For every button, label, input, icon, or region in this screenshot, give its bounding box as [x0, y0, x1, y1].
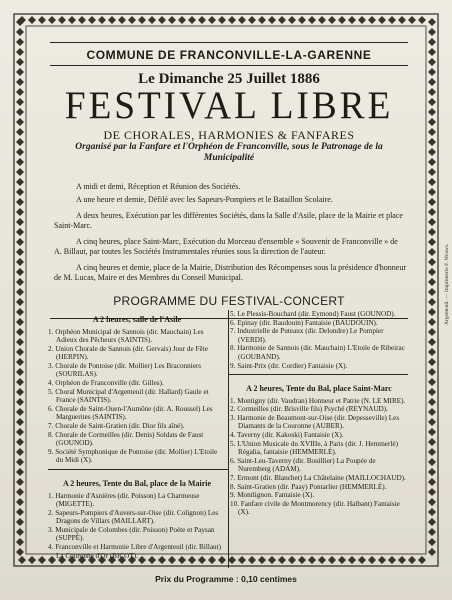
border-ornament [16, 48, 24, 56]
border-ornament [428, 408, 436, 416]
schedule-item: A midi et demi, Réception et Réunion des Sociétés. [76, 182, 241, 191]
commune-heading: COMMUNE DE FRANCONVILLE-LA-GARENNE [86, 48, 372, 62]
border-ornament [158, 16, 166, 24]
border-ornament [398, 16, 406, 24]
border-ornament [428, 528, 436, 536]
programme-item: 9. Saint-Prix (dir. Cordier) Fantaisie (X). [230, 361, 348, 370]
border-ornament [16, 308, 24, 316]
border-ornament [428, 348, 436, 356]
border-ornament [428, 458, 436, 466]
border-ornament [16, 298, 24, 306]
programme-item: 1. Harmonie d'Asnières (dir. Poisson) La Charmeuse (MIGETTE). [48, 491, 200, 509]
border-ornament [16, 188, 24, 196]
programme-item: 2. Union Chorale de Sannois (dir. Gervais) Jour de Fête (HERPIN). [48, 344, 208, 362]
border-ornament [28, 556, 36, 564]
border-ornament [16, 28, 24, 36]
programme-item: 5. Choral Municipal d'Argenteuil (dir. Hallard) Gaule et France (SAINTIS). [48, 387, 209, 405]
border-ornament [16, 238, 24, 246]
programme-price: Prix du Programme : 0,10 centimes [155, 574, 297, 584]
border-ornament [16, 378, 24, 386]
border-ornament [16, 268, 24, 276]
border-ornament [238, 16, 246, 24]
border-ornament [108, 16, 116, 24]
border-ornament [258, 16, 266, 24]
programme-item: 1. Orphéon Municipal de Sannois (dir. Mauchain) Les Adieux des Pêcheurs (SAINTIS). [48, 327, 204, 345]
border-ornament [16, 498, 24, 506]
border-ornament [278, 16, 286, 24]
programme-item: 6. Epinay (dir. Baudouin) Fantaisie (BAUDOUIN). [230, 318, 378, 327]
border-ornament [428, 388, 436, 396]
border-ornament [428, 488, 436, 496]
border-ornament [428, 368, 436, 376]
border-ornament [16, 478, 24, 486]
border-ornament [16, 388, 24, 396]
schedule-item: A cinq heures et demie, place de la Mairie, Distribution des Récompenses sous la présidence d'honneur de M. Lucas, Maire et des Membres du Conseil Municipal. [54, 263, 407, 282]
top-rule [50, 42, 408, 43]
border-ornament [16, 178, 24, 186]
border-ornament [428, 518, 436, 526]
border-ornament [16, 118, 24, 126]
programme-item: 8. Saint-Gratien (dir. Paay) Pontarlier (HEMMERLÉ). [230, 482, 387, 491]
programme-left-column [48, 310, 226, 560]
border-ornament [208, 16, 216, 24]
border-ornament [348, 16, 356, 24]
printer-credit: Argenteuil. — Imprimerie F. Weaws. [444, 243, 450, 325]
border-ornament [428, 268, 436, 276]
border-ornament [318, 16, 326, 24]
border-ornament [428, 158, 436, 166]
schedule-block [54, 182, 406, 283]
programme-item: 3. Municipale de Colombes (dir. Poisson) Poète et Paysan (SUPPÉ). [48, 525, 215, 543]
border-ornament [188, 16, 196, 24]
section-heading: A 2 heures, Tente du Bal, place Saint-Marc [246, 384, 392, 394]
border-ornament [428, 498, 436, 506]
programme-item: 5. Le Plessis-Bouchard (dir. Eymond) Faust (GOUNOD). [230, 310, 396, 318]
border-ornament [358, 16, 366, 24]
border-ornament [16, 408, 24, 416]
border-ornament [428, 328, 436, 336]
programme-item: 2. Sapeurs-Pompiers d'Auvers-sur-Oise (dir. Colignon) Les Dragons de Villars (MAILLART). [48, 508, 219, 526]
border-ornament [16, 38, 24, 46]
border-ornament [98, 16, 106, 24]
border-ornament [428, 118, 436, 126]
border-ornament [428, 548, 436, 556]
section-rule [228, 374, 408, 375]
programme-item: 3. Chorale de Pontoise (dir. Mollier) Les Braconniers (SOURILAS). [48, 361, 202, 379]
border-ornament [16, 248, 24, 256]
border-ornament [428, 108, 436, 116]
organiser-line: Organisé par la Fanfare et l'Orphéon de Franconville, sous le Patronage de la Municipalité [75, 142, 383, 163]
border-ornament [16, 538, 24, 546]
border-ornament [228, 16, 236, 24]
border-ornament [428, 278, 436, 286]
border-ornament [368, 16, 376, 24]
border-ornament [428, 308, 436, 316]
border-ornament [16, 288, 24, 296]
border-ornament [16, 488, 24, 496]
border-ornament [428, 338, 436, 346]
border-ornament [428, 48, 436, 56]
border-ornament [16, 158, 24, 166]
border-ornament [428, 98, 436, 106]
border-ornament [428, 448, 436, 456]
border-ornament [16, 108, 24, 116]
border-ornament [418, 16, 426, 24]
border-ornament [338, 16, 346, 24]
border-ornament [16, 318, 24, 326]
border-ornament [428, 128, 436, 136]
border-ornament [418, 556, 426, 564]
border-ornament [428, 258, 436, 266]
programme-item: 8. Harmonie de Sannois (dir. Mauchain) L'Etoile de Ribeirac (GOUBAND). [230, 344, 405, 361]
border-ornament [428, 298, 436, 306]
border-ornament [28, 16, 36, 24]
border-ornament [16, 418, 24, 426]
schedule-item: A deux heures, Exécution par les différentes Sociétés, dans la Salle d'Asile, place de la Mairie et place Saint-Marc. [54, 211, 403, 230]
border-ornament [16, 438, 24, 446]
programme-item: 7. Industrielle de Puteaux (dir. Delondre) Le Pompier (VERDI). [230, 327, 384, 344]
festival-title: FESTIVAL LIBRE [64, 84, 394, 127]
section-heading: A 2 heures, Tente du Bal, place de la Mairie [62, 479, 212, 488]
border-ornament [48, 16, 56, 24]
border-ornament [16, 88, 24, 96]
border-ornament [428, 168, 436, 176]
programme-item: 4. Orphéon de Franconville (dir. Gilles). [48, 379, 164, 388]
border-ornament [428, 378, 436, 386]
border-ornament [38, 16, 46, 24]
programme-item: 4. Taverny (dir. Kakoski) Fantaisie (X). [230, 431, 344, 440]
border-ornament [58, 16, 66, 24]
programme-item: 6. Saint-Leu-Taverny (dir. Bouillier) La Poupée de Nuremberg (ADAM). [230, 456, 376, 474]
border-ornament [16, 228, 24, 236]
border-ornament [16, 328, 24, 336]
border-ornament [16, 428, 24, 436]
poster-content [50, 34, 408, 564]
border-ornament [428, 138, 436, 146]
border-ornament [18, 556, 26, 564]
border-ornament [16, 508, 24, 516]
border-ornament [16, 278, 24, 286]
border-ornament [16, 138, 24, 146]
border-ornament [268, 16, 276, 24]
border-ornament [428, 188, 436, 196]
border-ornament [378, 16, 386, 24]
border-ornament [118, 16, 126, 24]
border-ornament [16, 448, 24, 456]
programme-item: 9. Montlignon. Fantaisie (X). [230, 491, 315, 500]
programme-item: 2. Cormeilles (dir. Brisville fils) Psyché (REYNAUD). [230, 405, 388, 414]
border-ornament [428, 88, 436, 96]
border-ornament [428, 178, 436, 186]
border-ornament [428, 78, 436, 86]
programme-item: 9. Société Symphonique de Pontoise (dir. Mollier) L'Etoile du Midi (X). [48, 447, 218, 465]
border-ornament [428, 58, 436, 66]
border-ornament [16, 338, 24, 346]
border-ornament [428, 28, 436, 36]
border-ornament [78, 16, 86, 24]
border-ornament [328, 16, 336, 24]
border-ornament [16, 168, 24, 176]
programme-right-column [230, 310, 408, 517]
border-ornament [138, 16, 146, 24]
programme-item: 10. Fanfare civile de Montmorency (dir. Halbant) Fantaisie (X). [230, 499, 400, 517]
border-ornament [16, 58, 24, 66]
border-ornament [428, 398, 436, 406]
programme-item: 8. Chorale de Cormeilles (dir. Denis) Soldats de Faust (GOUNOD). [48, 430, 204, 448]
programme-item: 7. Chorale de Saint-Gratien (dir. Dior fils aîné). [48, 422, 185, 431]
border-ornament [68, 16, 76, 24]
border-ornament [428, 208, 436, 216]
column-divider [228, 310, 229, 568]
border-ornament [428, 288, 436, 296]
border-ornament [428, 358, 436, 366]
border-ornament [428, 248, 436, 256]
programme-title: PROGRAMME DU FESTIVAL-CONCERT [113, 294, 345, 308]
programme-item: 4. Franconville et Harmonie Libre d'Argenteuil (dir. Billaut) La Couronne d'Or (BICOT). [48, 543, 222, 560]
border-ornament [16, 368, 24, 376]
border-ornament [428, 318, 436, 326]
border-ornament [16, 148, 24, 156]
border-ornament [16, 468, 24, 476]
border-ornament [178, 16, 186, 24]
border-ornament [428, 418, 436, 426]
border-ornament [16, 518, 24, 526]
border-ornament [16, 398, 24, 406]
commune-rule [50, 65, 408, 66]
schedule-item: A cinq heures, place Saint-Marc, Exécution du Morceau d'ensemble « Souvenir de Franconville » de A. Billaut, par toutes les Sociétés Instrumentales réunies sous la direction de l'auteur. [54, 237, 398, 256]
border-ornament [428, 468, 436, 476]
border-ornament [288, 16, 296, 24]
section-heading: A 2 heures, salle de l'Asile [92, 315, 182, 324]
border-ornament [16, 98, 24, 106]
programme-item: 6. Chorale de Saint-Ouen-l'Aumône (dir. A. Roussel) Les Marguerites (SAINTIS). [48, 404, 213, 422]
border-ornament [88, 16, 96, 24]
border-ornament [148, 16, 156, 24]
border-ornament [16, 68, 24, 76]
border-ornament [16, 198, 24, 206]
border-ornament [38, 556, 46, 564]
border-ornament [248, 16, 256, 24]
border-ornament [218, 16, 226, 24]
border-ornament [16, 258, 24, 266]
border-ornament [428, 38, 436, 46]
border-ornament [16, 348, 24, 356]
border-ornament [428, 538, 436, 546]
programme-item: 1. Montigny (dir. Vaudran) Honneur et Patrie (N. LE MIRE). [230, 396, 406, 405]
border-ornament [16, 358, 24, 366]
border-ornament [16, 458, 24, 466]
programme-item: 7. Ermont (dir. Blanchet) La Châtelaine (MAILLOCHAUD). [230, 474, 406, 482]
border-ornament [128, 16, 136, 24]
border-ornament [408, 16, 416, 24]
border-ornament [16, 218, 24, 226]
border-ornament [408, 556, 416, 564]
border-ornament [298, 16, 306, 24]
border-ornament [308, 16, 316, 24]
border-ornament [16, 528, 24, 536]
border-ornament [428, 508, 436, 516]
border-ornament [428, 218, 436, 226]
border-ornament [16, 548, 24, 556]
border-ornament [16, 128, 24, 136]
border-ornament [388, 16, 396, 24]
border-ornament [428, 228, 436, 236]
section-rule [48, 469, 228, 470]
border-ornament [428, 478, 436, 486]
border-ornament [428, 438, 436, 446]
border-ornament [428, 68, 436, 76]
border-ornament [428, 238, 436, 246]
border-ornament [16, 208, 24, 216]
border-ornament [428, 18, 436, 26]
border-ornament [428, 198, 436, 206]
event-date: Le Dimanche 25 Juillet 1886 [138, 71, 320, 87]
border-ornament [198, 16, 206, 24]
border-ornament [428, 148, 436, 156]
programme-item: 5. L'Union Musicale du XVIIIe, à Paris (dir. J. Hemmerlé) Régalia, fantaisie (HEMMERLÉ). [230, 439, 398, 457]
festival-subtitle: DE CHORALES, HARMONIES & FANFARES [103, 128, 355, 142]
border-ornament [16, 78, 24, 86]
schedule-item: A une heure et demie, Défilé avec les Sapeurs-Pompiers et le Bataillon Scolaire. [76, 195, 333, 204]
programme-item: 3. Harmonie de Beaumont-sur-Oise (dir. Depesseville) Les Diamants de la Couronne (AUBER). [230, 413, 400, 431]
border-ornament [428, 428, 436, 436]
border-ornament [168, 16, 176, 24]
